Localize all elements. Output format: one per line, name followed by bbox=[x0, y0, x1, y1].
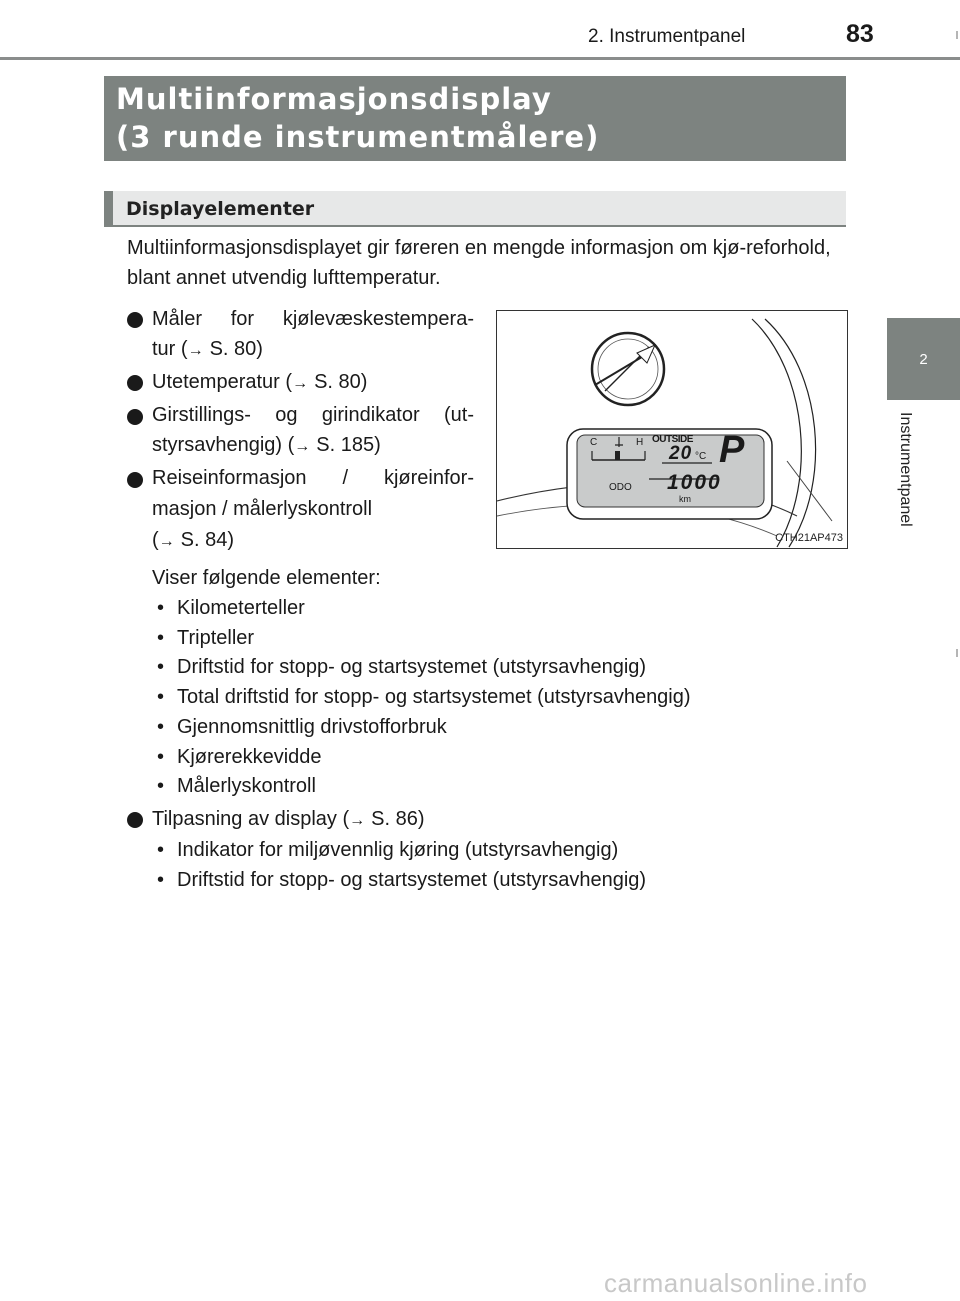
coolant-cold-label: C bbox=[590, 437, 598, 448]
list-item: • Målerlyskontroll bbox=[157, 771, 316, 801]
page-title-bar bbox=[104, 76, 846, 161]
bullet-travel-line1: Reiseinformasjon / kjøreinfor- bbox=[152, 467, 474, 489]
text: Utetemperatur ( bbox=[152, 371, 293, 393]
intro-paragraph: Multiinformasjonsdisplayet gir føreren en mengde informasjon om kjø-reforhold, blant annet utvendig lufttemperatur. bbox=[127, 237, 831, 289]
odo-unit: km bbox=[679, 494, 691, 504]
outside-temp-unit: °C bbox=[695, 451, 707, 462]
arrow-icon: → bbox=[158, 533, 173, 550]
page-ref-link[interactable]: S. 80) bbox=[314, 371, 368, 393]
text: tur ( bbox=[152, 338, 188, 360]
text: Tilpasning av display ( bbox=[152, 808, 350, 830]
header-rule bbox=[0, 57, 960, 60]
bullet-dot bbox=[127, 812, 143, 828]
list-item: • Driftstid for stopp- og startsystemet (utstyrsavhengig) bbox=[157, 652, 646, 682]
odo-value: 1000 bbox=[667, 471, 722, 494]
bullet-travel-line2: masjon / målerlyskontroll bbox=[152, 498, 373, 520]
watermark: carmanualsonline.info bbox=[604, 1268, 868, 1298]
section-heading: Displayelementer bbox=[126, 198, 315, 220]
list-item: • Kjørerekkevidde bbox=[157, 742, 322, 772]
bullet-dot bbox=[127, 472, 143, 488]
text: styrsavhengig) ( bbox=[152, 434, 295, 456]
outside-temp-value: 20 bbox=[669, 443, 693, 464]
bullet-customize bbox=[152, 804, 425, 836]
chapter-tab-number: 2 bbox=[919, 350, 928, 368]
bullet-dot bbox=[127, 409, 143, 425]
list-item: • Tripteller bbox=[157, 623, 254, 653]
arrow-icon: → bbox=[187, 342, 202, 359]
cluster-illustration bbox=[497, 311, 847, 548]
bullet-gear-line1: Girstillings- og girindikator (ut- bbox=[152, 404, 474, 426]
list-item: • Kilometerteller bbox=[157, 593, 305, 623]
list-item: • Indikator for miljøvennlig kjøring (utstyrsavhengig) bbox=[157, 835, 618, 865]
bullet-coolant-line1: Måler for kjølevæskestempera- bbox=[152, 308, 474, 330]
arrow-icon: → bbox=[292, 375, 307, 392]
text: ( bbox=[152, 529, 159, 551]
bullet-outside-temp bbox=[152, 367, 367, 399]
edge-tick bbox=[956, 31, 958, 39]
section-heading-bar bbox=[104, 191, 846, 227]
list-item: • Total driftstid for stopp- og startsystemet (utstyrsavhengig) bbox=[157, 682, 691, 712]
list-item: • Gjennomsnittlig drivstofforbruk bbox=[157, 712, 447, 742]
list-item: • Driftstid for stopp- og startsystemet (utstyrsavhengig) bbox=[157, 865, 646, 895]
bullet-coolant-line2 bbox=[152, 334, 263, 366]
bullet-travel-line3 bbox=[152, 525, 234, 557]
instrument-cluster-figure bbox=[496, 310, 848, 549]
outside-label: OUTSIDE bbox=[652, 434, 693, 445]
section-heading-accent bbox=[104, 191, 113, 227]
page-title: Multiinformasjonsdisplay (3 runde instrumentmålere) bbox=[116, 82, 600, 154]
coolant-hot-label: H bbox=[636, 437, 644, 448]
coolant-gauge-icon bbox=[592, 333, 664, 405]
page-ref-link[interactable]: S. 84) bbox=[180, 529, 235, 551]
chapter-label bbox=[896, 412, 920, 562]
bullet-gear-line2 bbox=[152, 430, 381, 462]
page-ref-link[interactable]: S. 80) bbox=[209, 338, 263, 360]
figure-caption: CTH21AP473 bbox=[775, 532, 843, 544]
page-number: 83 bbox=[846, 20, 874, 48]
bullet-dot bbox=[127, 312, 143, 328]
page-ref-link[interactable]: S. 185) bbox=[316, 434, 381, 456]
gear-indicator: P bbox=[719, 429, 745, 471]
odo-label: ODO bbox=[609, 482, 632, 493]
running-header-section: 2. Instrumentpanel bbox=[588, 26, 746, 47]
edge-tick bbox=[956, 649, 958, 657]
arrow-icon: → bbox=[349, 812, 364, 829]
shows-label: Viser følgende elementer: bbox=[152, 567, 381, 589]
arrow-icon: → bbox=[294, 438, 309, 455]
bullet-dot bbox=[127, 375, 143, 391]
page-ref-link[interactable]: S. 86) bbox=[371, 808, 425, 830]
chapter-label-text: Instrumentpanel bbox=[897, 412, 914, 527]
chapter-tab bbox=[887, 318, 960, 400]
